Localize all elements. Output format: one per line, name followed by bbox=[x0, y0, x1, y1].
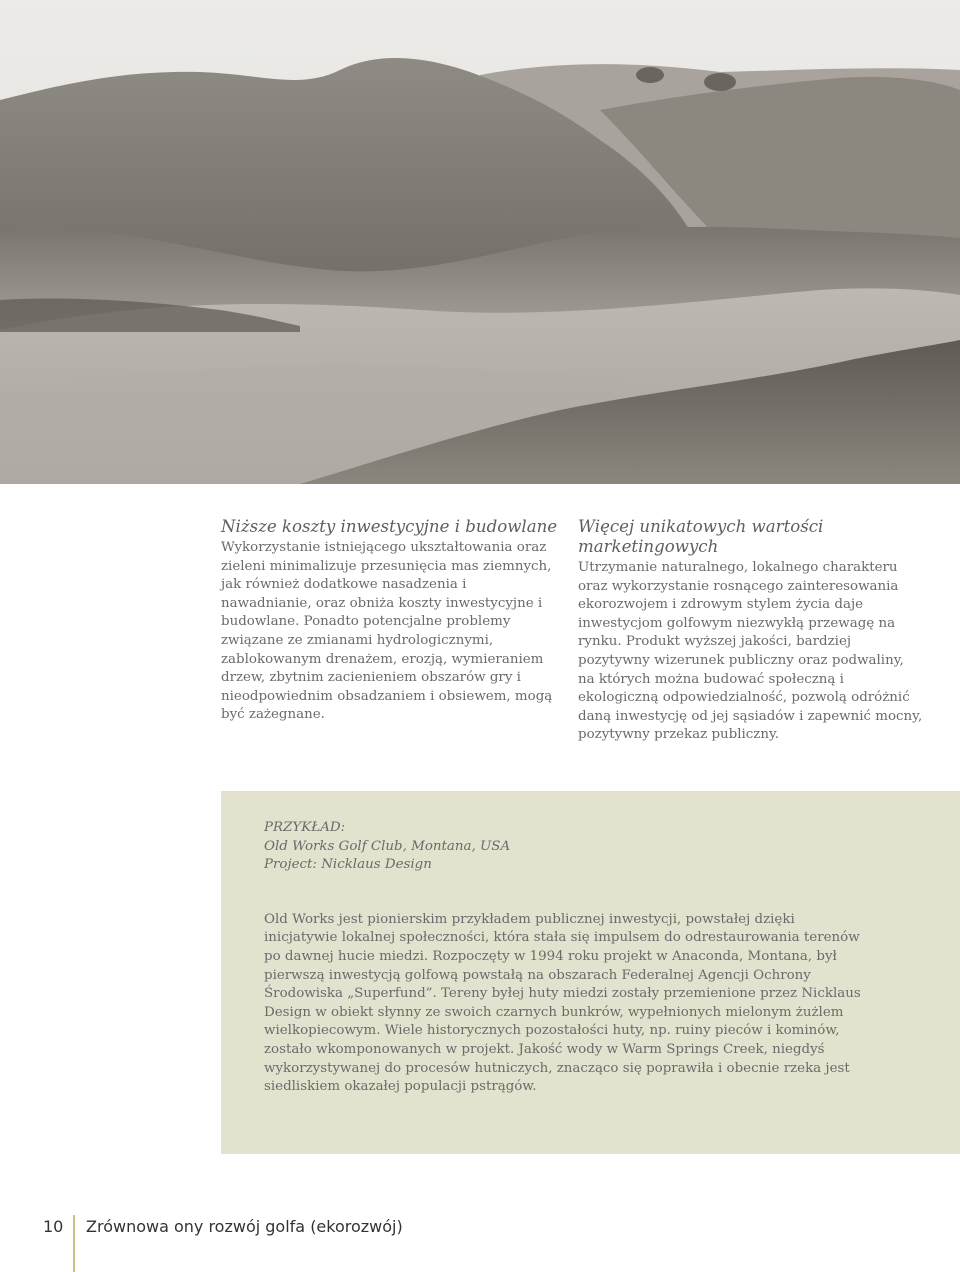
footer-divider bbox=[73, 1215, 75, 1272]
right-heading: Więcej unikatowych wartości marketingowych bbox=[578, 517, 824, 556]
page-number: 10 bbox=[43, 1217, 64, 1236]
left-column bbox=[221, 517, 561, 725]
example-body-text: Old Works jest pionierskim przykładem publicznej inwestycji, powstałej dzięki inicjatywie lokalnej społeczności, która stała się impulsem do odrestaurowania terenów po dawnej hucie miedzi. Rozpoczęty w 1994 roku projekt w Anaconda, Montana, był pierwszą inwestycją golfową powstałą na obszarach Federalnej Agencji Ochrony Środowiska „Superfund”. Tereny byłej huty miedzi zostały przemienione przez Nicklaus Design w obiekt słynny ze swoich czarnych bunkrów, wypełnionych mielonym żużlem wielkopiecowym. Wiele historycznych pozostałości huty, np. ruiny pieców i kominów, zostało wkomponowanych w projekt. Jakość wody w Warm Springs Creek, niegdyś wykorzystywanej do procesów hutniczych, znacząco się poprawiła i obecnie rzeka jest siedliskiem okazałej populacji pstrągów. bbox=[264, 911, 861, 1095]
hero-landscape-photo bbox=[0, 0, 960, 484]
right-column bbox=[578, 517, 923, 745]
example-label: PRZYKŁAD: bbox=[264, 820, 346, 835]
example-project: Project: Nicklaus Design bbox=[264, 857, 432, 873]
right-body-text: Utrzymanie naturalnego, lokalnego charakteru oraz wykorzystanie rosnącego zainteresowania ekorozwojem i zdrowym stylem życia daje inwestycjom golfowym niezwykłą przewagę na rynku. Produkt wyższej jakości, bardziej pozytywny wizerunek publiczny oraz podwaliny, na których można budować społeczną i ekologiczną odpowiedzialność, pozwolą odróżnić daną inwestycję od jej sąsiadów i zapewnić mocny, pozytywny przekaz publiczny. bbox=[578, 560, 923, 743]
left-body-text: Wykorzystanie istniejącego ukształtowania oraz zieleni minimalizuje przesunięcia mas ziemnych, jak również dodatkowe nasadzenia i nawadnianie, oraz obniża koszty inwestycyjne i budowlane. Ponadto potencjalne problemy związane ze zmianami hydrologicznymi, zablokowanym drenażem, erozją, wymieraniem drzew, zbytnim zacienieniem obszarów gry i nieodpowiednim obsadzaniem i obsiewem, mogą być zażegnane. bbox=[221, 540, 553, 723]
landscape-icon bbox=[0, 0, 960, 484]
example-box bbox=[221, 791, 960, 1154]
footer-title: Zrównowa ony rozwój golfa (ekorozwój) bbox=[86, 1217, 403, 1236]
example-content bbox=[264, 819, 864, 1097]
left-heading: Niższe koszty inwestycyjne i budowlane bbox=[221, 517, 558, 536]
example-club: Old Works Golf Club, Montana, USA bbox=[264, 838, 511, 854]
